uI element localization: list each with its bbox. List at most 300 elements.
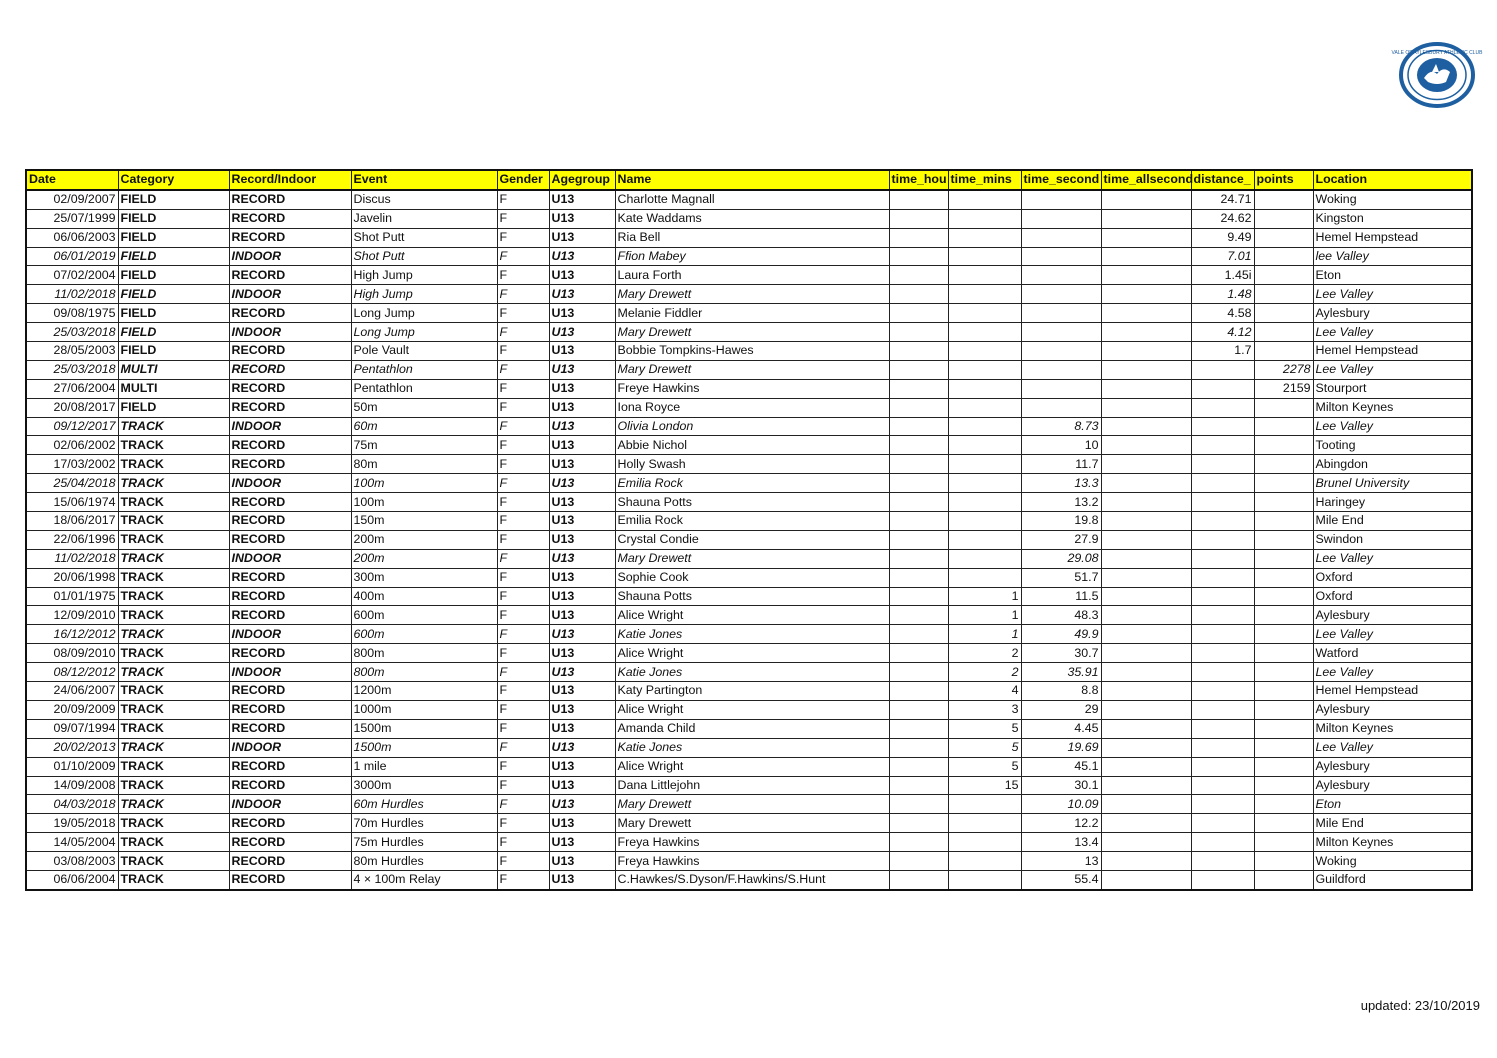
cell-name: Emilia Rock	[615, 512, 889, 531]
cell-gender: F	[497, 379, 549, 398]
cell-agegroup: U13	[549, 285, 615, 304]
cell-agegroup: U13	[549, 870, 615, 889]
cell-distance	[1191, 814, 1254, 833]
cell-time-seconds	[1021, 190, 1101, 209]
cell-record: INDOOR	[229, 474, 351, 493]
table-row	[26, 606, 1472, 625]
cell-event: 200m	[351, 549, 497, 568]
cell-name: Iona Royce	[615, 398, 889, 417]
cell-time-allseconds	[1101, 663, 1191, 682]
cell-location: Hemel Hempstead	[1313, 342, 1472, 361]
cell-time-hours	[889, 398, 948, 417]
cell-distance: 4.12	[1191, 323, 1254, 342]
cell-category: TRACK	[118, 795, 229, 814]
cell-name: Katie Jones	[615, 738, 889, 757]
cell-record: RECORD	[229, 398, 351, 417]
cell-time-mins	[948, 455, 1021, 474]
table-row	[26, 663, 1472, 682]
cell-date: 07/02/2004	[26, 266, 118, 285]
cell-time-allseconds	[1101, 700, 1191, 719]
cell-time-mins: 1	[948, 606, 1021, 625]
cell-name: Amanda Child	[615, 719, 889, 738]
cell-location: Mile End	[1313, 814, 1472, 833]
cell-gender: F	[497, 247, 549, 266]
cell-time-mins	[948, 795, 1021, 814]
table-row	[26, 682, 1472, 701]
cell-record: INDOOR	[229, 795, 351, 814]
cell-distance	[1191, 870, 1254, 889]
cell-event: 4 × 100m Relay	[351, 870, 497, 889]
cell-date: 20/02/2013	[26, 738, 118, 757]
cell-category: TRACK	[118, 738, 229, 757]
cell-points	[1254, 342, 1313, 361]
cell-date: 01/10/2009	[26, 757, 118, 776]
cell-name: Sophie Cook	[615, 568, 889, 587]
cell-time-allseconds	[1101, 209, 1191, 228]
table-row	[26, 795, 1472, 814]
cell-date: 14/09/2008	[26, 776, 118, 795]
cell-name: Emilia Rock	[615, 474, 889, 493]
col-agegroup: Agegroup	[549, 170, 615, 190]
cell-time-seconds: 27.9	[1021, 530, 1101, 549]
cell-gender: F	[497, 663, 549, 682]
records-table	[25, 169, 1473, 891]
cell-time-seconds: 10	[1021, 436, 1101, 455]
cell-points	[1254, 436, 1313, 455]
cell-gender: F	[497, 757, 549, 776]
cell-category: TRACK	[118, 568, 229, 587]
col-points: points	[1254, 170, 1313, 190]
table-row	[26, 530, 1472, 549]
cell-agegroup: U13	[549, 530, 615, 549]
cell-record: INDOOR	[229, 549, 351, 568]
cell-record: RECORD	[229, 814, 351, 833]
cell-category: TRACK	[118, 776, 229, 795]
col-record: Record/Indoor	[229, 170, 351, 190]
cell-time-hours	[889, 190, 948, 209]
cell-location: Woking	[1313, 190, 1472, 209]
cell-category: TRACK	[118, 833, 229, 852]
col-date: Date	[26, 170, 118, 190]
cell-time-seconds: 19.8	[1021, 512, 1101, 531]
cell-event: Pole Vault	[351, 342, 497, 361]
cell-date: 20/06/1998	[26, 568, 118, 587]
cell-name: Mary Drewett	[615, 814, 889, 833]
cell-time-allseconds	[1101, 870, 1191, 889]
cell-record: RECORD	[229, 266, 351, 285]
cell-time-seconds: 49.9	[1021, 625, 1101, 644]
cell-agegroup: U13	[549, 682, 615, 701]
table-row	[26, 266, 1472, 285]
cell-distance	[1191, 455, 1254, 474]
cell-time-allseconds	[1101, 398, 1191, 417]
cell-time-mins: 1	[948, 625, 1021, 644]
cell-time-mins	[948, 379, 1021, 398]
cell-gender: F	[497, 549, 549, 568]
cell-agegroup: U13	[549, 228, 615, 247]
cell-record: RECORD	[229, 870, 351, 889]
cell-time-seconds	[1021, 323, 1101, 342]
cell-location: Hemel Hempstead	[1313, 228, 1472, 247]
cell-points	[1254, 852, 1313, 871]
cell-location: Oxford	[1313, 568, 1472, 587]
cell-event: High Jump	[351, 285, 497, 304]
cell-points: 2278	[1254, 360, 1313, 379]
cell-name: Alice Wright	[615, 757, 889, 776]
cell-distance	[1191, 663, 1254, 682]
cell-record: RECORD	[229, 209, 351, 228]
cell-name: Alice Wright	[615, 606, 889, 625]
table-row	[26, 247, 1472, 266]
cell-time-allseconds	[1101, 530, 1191, 549]
cell-distance	[1191, 512, 1254, 531]
cell-time-allseconds	[1101, 493, 1191, 512]
cell-agegroup: U13	[549, 512, 615, 531]
cell-time-seconds: 19.69	[1021, 738, 1101, 757]
cell-time-allseconds	[1101, 360, 1191, 379]
cell-event: 60m	[351, 417, 497, 436]
cell-name: Shauna Potts	[615, 587, 889, 606]
cell-gender: F	[497, 852, 549, 871]
cell-record: RECORD	[229, 776, 351, 795]
table-row	[26, 228, 1472, 247]
cell-date: 09/08/1975	[26, 304, 118, 323]
cell-time-mins: 3	[948, 700, 1021, 719]
cell-time-allseconds	[1101, 606, 1191, 625]
cell-name: Freya Hawkins	[615, 852, 889, 871]
cell-name: Katie Jones	[615, 663, 889, 682]
cell-time-hours	[889, 776, 948, 795]
cell-points	[1254, 568, 1313, 587]
cell-distance	[1191, 568, 1254, 587]
table-row	[26, 304, 1472, 323]
cell-distance: 9.49	[1191, 228, 1254, 247]
cell-event: 1200m	[351, 682, 497, 701]
cell-event: 70m Hurdles	[351, 814, 497, 833]
cell-time-seconds	[1021, 398, 1101, 417]
cell-agegroup: U13	[549, 398, 615, 417]
cell-location: Stourport	[1313, 379, 1472, 398]
cell-time-hours	[889, 304, 948, 323]
table-row	[26, 776, 1472, 795]
cell-name: Bobbie Tompkins-Hawes	[615, 342, 889, 361]
cell-time-allseconds	[1101, 474, 1191, 493]
cell-event: Shot Putt	[351, 228, 497, 247]
cell-time-hours	[889, 549, 948, 568]
cell-category: TRACK	[118, 757, 229, 776]
cell-time-hours	[889, 417, 948, 436]
cell-time-mins	[948, 323, 1021, 342]
cell-event: 800m	[351, 644, 497, 663]
cell-name: Charlotte Magnall	[615, 190, 889, 209]
cell-gender: F	[497, 719, 549, 738]
cell-time-seconds: 48.3	[1021, 606, 1101, 625]
cell-event: Javelin	[351, 209, 497, 228]
cell-agegroup: U13	[549, 190, 615, 209]
cell-points	[1254, 700, 1313, 719]
cell-gender: F	[497, 360, 549, 379]
cell-location: lee Valley	[1313, 247, 1472, 266]
cell-time-allseconds	[1101, 738, 1191, 757]
cell-gender: F	[497, 700, 549, 719]
cell-date: 25/03/2018	[26, 323, 118, 342]
cell-points	[1254, 663, 1313, 682]
cell-distance: 4.58	[1191, 304, 1254, 323]
cell-time-allseconds	[1101, 266, 1191, 285]
cell-time-mins: 5	[948, 738, 1021, 757]
cell-distance	[1191, 738, 1254, 757]
cell-distance	[1191, 644, 1254, 663]
cell-category: MULTI	[118, 360, 229, 379]
cell-location: Kingston	[1313, 209, 1472, 228]
table-row	[26, 209, 1472, 228]
cell-time-mins	[948, 474, 1021, 493]
cell-category: TRACK	[118, 474, 229, 493]
cell-category: TRACK	[118, 493, 229, 512]
col-category: Category	[118, 170, 229, 190]
cell-time-allseconds	[1101, 776, 1191, 795]
cell-points	[1254, 512, 1313, 531]
table-row	[26, 474, 1472, 493]
cell-time-seconds: 13.4	[1021, 833, 1101, 852]
cell-event: Long Jump	[351, 323, 497, 342]
cell-time-allseconds	[1101, 436, 1191, 455]
table-row	[26, 512, 1472, 531]
cell-event: 80m	[351, 455, 497, 474]
cell-category: FIELD	[118, 209, 229, 228]
cell-category: MULTI	[118, 379, 229, 398]
cell-time-hours	[889, 870, 948, 889]
cell-agegroup: U13	[549, 776, 615, 795]
table-row	[26, 852, 1472, 871]
cell-date: 20/08/2017	[26, 398, 118, 417]
cell-agegroup: U13	[549, 663, 615, 682]
cell-time-seconds	[1021, 285, 1101, 304]
cell-name: Mary Drewett	[615, 795, 889, 814]
cell-points	[1254, 455, 1313, 474]
cell-gender: F	[497, 285, 549, 304]
cell-points	[1254, 776, 1313, 795]
cell-agegroup: U13	[549, 568, 615, 587]
cell-points	[1254, 870, 1313, 889]
cell-event: 600m	[351, 625, 497, 644]
cell-time-hours	[889, 228, 948, 247]
cell-record: RECORD	[229, 304, 351, 323]
cell-time-allseconds	[1101, 247, 1191, 266]
cell-event: High Jump	[351, 266, 497, 285]
cell-location: Mile End	[1313, 512, 1472, 531]
cell-category: TRACK	[118, 682, 229, 701]
cell-location: Milton Keynes	[1313, 398, 1472, 417]
cell-record: RECORD	[229, 455, 351, 474]
cell-record: INDOOR	[229, 738, 351, 757]
cell-time-hours	[889, 512, 948, 531]
cell-name: Kate Waddams	[615, 209, 889, 228]
col-gender: Gender	[497, 170, 549, 190]
cell-event: Discus	[351, 190, 497, 209]
cell-name: Abbie Nichol	[615, 436, 889, 455]
cell-name: Katie Jones	[615, 625, 889, 644]
cell-points	[1254, 682, 1313, 701]
cell-time-seconds: 30.1	[1021, 776, 1101, 795]
table-row	[26, 323, 1472, 342]
cell-location: Lee Valley	[1313, 625, 1472, 644]
cell-points	[1254, 285, 1313, 304]
cell-date: 09/07/1994	[26, 719, 118, 738]
cell-event: 75m	[351, 436, 497, 455]
cell-location: Swindon	[1313, 530, 1472, 549]
table-row	[26, 870, 1472, 889]
cell-distance	[1191, 606, 1254, 625]
cell-distance	[1191, 776, 1254, 795]
cell-location: Aylesbury	[1313, 304, 1472, 323]
cell-time-allseconds	[1101, 190, 1191, 209]
cell-event: 800m	[351, 663, 497, 682]
cell-points	[1254, 304, 1313, 323]
table-row	[26, 719, 1472, 738]
cell-gender: F	[497, 606, 549, 625]
cell-time-hours	[889, 644, 948, 663]
cell-record: RECORD	[229, 436, 351, 455]
cell-gender: F	[497, 814, 549, 833]
cell-location: Watford	[1313, 644, 1472, 663]
cell-time-mins	[948, 852, 1021, 871]
cell-gender: F	[497, 568, 549, 587]
cell-record: RECORD	[229, 190, 351, 209]
cell-event: Pentathlon	[351, 360, 497, 379]
cell-location: Aylesbury	[1313, 700, 1472, 719]
cell-time-seconds: 12.2	[1021, 814, 1101, 833]
updated-date: updated: 23/10/2019	[1360, 998, 1480, 1013]
cell-agegroup: U13	[549, 814, 615, 833]
cell-distance: 24.62	[1191, 209, 1254, 228]
col-event: Event	[351, 170, 497, 190]
cell-location: Lee Valley	[1313, 285, 1472, 304]
cell-distance: 7.01	[1191, 247, 1254, 266]
cell-event: Long Jump	[351, 304, 497, 323]
cell-points	[1254, 625, 1313, 644]
cell-record: RECORD	[229, 493, 351, 512]
cell-location: Aylesbury	[1313, 757, 1472, 776]
cell-name: Holly Swash	[615, 455, 889, 474]
cell-time-seconds: 13	[1021, 852, 1101, 871]
cell-time-hours	[889, 247, 948, 266]
cell-time-mins: 1	[948, 587, 1021, 606]
cell-category: FIELD	[118, 190, 229, 209]
cell-distance: 1.48	[1191, 285, 1254, 304]
cell-agegroup: U13	[549, 852, 615, 871]
cell-event: Shot Putt	[351, 247, 497, 266]
cell-time-allseconds	[1101, 625, 1191, 644]
cell-date: 24/06/2007	[26, 682, 118, 701]
cell-points	[1254, 644, 1313, 663]
cell-time-seconds: 29.08	[1021, 549, 1101, 568]
table-row	[26, 436, 1472, 455]
table-row	[26, 757, 1472, 776]
cell-time-allseconds	[1101, 587, 1191, 606]
cell-time-allseconds	[1101, 455, 1191, 474]
cell-event: 1000m	[351, 700, 497, 719]
cell-category: TRACK	[118, 587, 229, 606]
cell-time-mins	[948, 436, 1021, 455]
cell-agegroup: U13	[549, 360, 615, 379]
cell-time-seconds	[1021, 360, 1101, 379]
cell-time-hours	[889, 285, 948, 304]
cell-record: RECORD	[229, 852, 351, 871]
cell-time-seconds: 4.45	[1021, 719, 1101, 738]
cell-record: INDOOR	[229, 247, 351, 266]
cell-agegroup: U13	[549, 700, 615, 719]
cell-points: 2159	[1254, 379, 1313, 398]
cell-record: RECORD	[229, 644, 351, 663]
cell-time-seconds: 35.91	[1021, 663, 1101, 682]
col-location: Location	[1313, 170, 1472, 190]
cell-date: 25/04/2018	[26, 474, 118, 493]
cell-agegroup: U13	[549, 757, 615, 776]
cell-distance	[1191, 417, 1254, 436]
cell-time-seconds: 11.7	[1021, 455, 1101, 474]
cell-date: 03/08/2003	[26, 852, 118, 871]
cell-location: Lee Valley	[1313, 417, 1472, 436]
cell-category: TRACK	[118, 814, 229, 833]
cell-record: RECORD	[229, 512, 351, 531]
cell-gender: F	[497, 436, 549, 455]
cell-agegroup: U13	[549, 719, 615, 738]
cell-name: Melanie Fiddler	[615, 304, 889, 323]
cell-name: Laura Forth	[615, 266, 889, 285]
cell-date: 02/09/2007	[26, 190, 118, 209]
cell-time-seconds: 8.73	[1021, 417, 1101, 436]
cell-location: Hemel Hempstead	[1313, 682, 1472, 701]
cell-time-allseconds	[1101, 682, 1191, 701]
cell-time-allseconds	[1101, 795, 1191, 814]
cell-location: Tooting	[1313, 436, 1472, 455]
cell-points	[1254, 209, 1313, 228]
cell-time-mins	[948, 549, 1021, 568]
cell-distance: 1.45i	[1191, 266, 1254, 285]
table-row	[26, 360, 1472, 379]
cell-event: 400m	[351, 587, 497, 606]
cell-gender: F	[497, 266, 549, 285]
cell-agegroup: U13	[549, 606, 615, 625]
cell-time-hours	[889, 663, 948, 682]
cell-distance	[1191, 682, 1254, 701]
cell-agegroup: U13	[549, 795, 615, 814]
cell-time-allseconds	[1101, 379, 1191, 398]
cell-points	[1254, 795, 1313, 814]
cell-time-hours	[889, 682, 948, 701]
cell-event: 1500m	[351, 738, 497, 757]
cell-time-mins	[948, 833, 1021, 852]
cell-time-seconds	[1021, 247, 1101, 266]
cell-name: Ria Bell	[615, 228, 889, 247]
cell-time-mins	[948, 530, 1021, 549]
cell-category: TRACK	[118, 663, 229, 682]
cell-time-allseconds	[1101, 512, 1191, 531]
cell-category: TRACK	[118, 417, 229, 436]
cell-distance	[1191, 795, 1254, 814]
cell-record: RECORD	[229, 682, 351, 701]
cell-category: FIELD	[118, 342, 229, 361]
cell-record: RECORD	[229, 757, 351, 776]
club-crest-icon	[1391, 42, 1483, 108]
cell-time-seconds	[1021, 342, 1101, 361]
cell-time-mins: 15	[948, 776, 1021, 795]
cell-gender: F	[497, 587, 549, 606]
cell-distance	[1191, 379, 1254, 398]
cell-time-hours	[889, 474, 948, 493]
cell-record: RECORD	[229, 360, 351, 379]
